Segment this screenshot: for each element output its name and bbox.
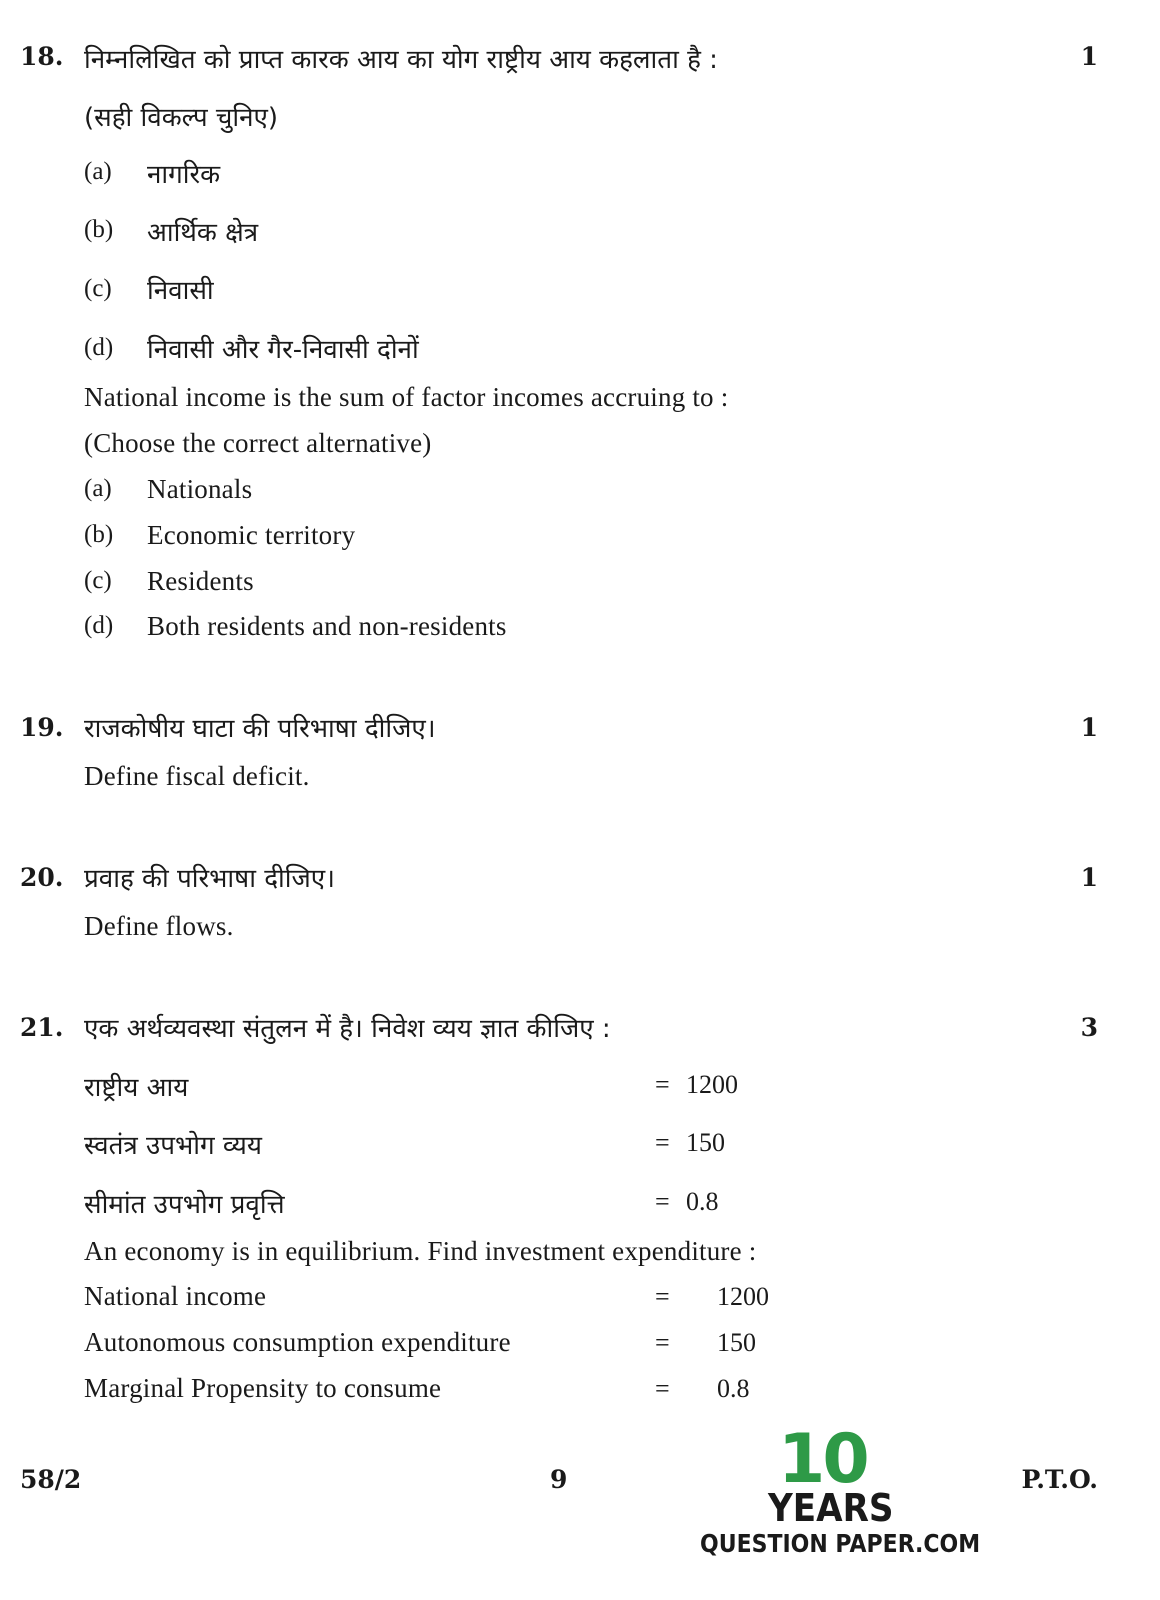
- option-label: (b): [84, 521, 114, 548]
- equals-sign: =: [655, 1187, 670, 1216]
- instruction-english: (Choose the correct alternative): [84, 428, 432, 458]
- option-label: (c): [84, 567, 112, 594]
- data-label-hindi: स्वतंत्र उपभोग व्यय: [84, 1131, 262, 1161]
- data-label-hindi: राष्ट्रीय आय: [84, 1073, 189, 1103]
- option-label: (a): [84, 475, 112, 502]
- question-text-hindi: एक अर्थव्यवस्था संतुलन में है। निवेश व्यय ज्ञात कीजिए :: [84, 1014, 611, 1044]
- question-number: 20.: [20, 863, 64, 892]
- data-value: 0.8: [686, 1187, 719, 1216]
- question-text-english: Define flows.: [84, 911, 234, 941]
- equals-sign: =: [655, 1070, 670, 1099]
- equals-sign: =: [655, 1282, 670, 1311]
- equals-sign: =: [655, 1128, 670, 1157]
- question-text-english: An economy is in equilibrium. Find investment expenditure :: [84, 1236, 757, 1266]
- option-text-english: Economic territory: [147, 520, 356, 550]
- question-marks: 1: [1080, 713, 1098, 742]
- instruction-hindi: (सही विकल्प चुनिए): [84, 103, 279, 133]
- question-text-hindi: निम्नलिखित को प्राप्त कारक आय का योग राष्ट्रीय आय कहलाता है :: [84, 45, 718, 75]
- data-value: 1200: [717, 1282, 769, 1311]
- equals-sign: =: [655, 1374, 670, 1403]
- data-value: 150: [686, 1128, 725, 1157]
- option-text-hindi: निवासी: [147, 276, 214, 306]
- question-text-hindi: प्रवाह की परिभाषा दीजिए।: [84, 864, 335, 894]
- option-label: (a): [84, 158, 112, 185]
- question-marks: 1: [1080, 42, 1098, 71]
- question-number: 21.: [20, 1013, 64, 1042]
- option-label: (c): [84, 275, 112, 302]
- question-text-hindi: राजकोषीय घाटा की परिभाषा दीजिए।: [84, 714, 436, 744]
- option-text-hindi: आर्थिक क्षेत्र: [147, 218, 259, 248]
- question-text-english: Define fiscal deficit.: [84, 761, 310, 791]
- option-label: (d): [84, 334, 114, 361]
- option-text-english: Residents: [147, 566, 254, 596]
- equals-sign: =: [655, 1328, 670, 1357]
- pto-note: P.T.O.: [1021, 1465, 1098, 1494]
- question-marks: 3: [1080, 1013, 1098, 1042]
- option-label: (b): [84, 216, 114, 243]
- question-number: 18.: [20, 42, 64, 71]
- data-label-hindi: सीमांत उपभोग प्रवृत्ति: [84, 1190, 285, 1220]
- logo-years: YEARS: [768, 1486, 894, 1530]
- option-text-hindi: निवासी और गैर-निवासी दोनों: [147, 335, 419, 365]
- question-number: 19.: [20, 713, 64, 742]
- data-value: 150: [717, 1328, 756, 1357]
- logo-number: 10: [778, 1420, 867, 1499]
- paper-code: 58/2: [20, 1465, 82, 1494]
- data-label-english: Marginal Propensity to consume: [84, 1373, 442, 1403]
- data-label-english: National income: [84, 1281, 267, 1311]
- question-marks: 1: [1080, 863, 1098, 892]
- question-text-english: National income is the sum of factor incomes accruing to :: [84, 382, 729, 412]
- option-text-english: Both residents and non-residents: [147, 611, 507, 641]
- logo-site: QUESTION PAPER.COM: [700, 1529, 981, 1558]
- data-label-english: Autonomous consumption expenditure: [84, 1327, 511, 1357]
- option-text-english: Nationals: [147, 474, 253, 504]
- option-text-hindi: नागरिक: [147, 160, 221, 190]
- data-value: 1200: [686, 1070, 738, 1099]
- option-label: (d): [84, 612, 114, 639]
- page-number: 9: [550, 1465, 568, 1494]
- data-value: 0.8: [717, 1374, 750, 1403]
